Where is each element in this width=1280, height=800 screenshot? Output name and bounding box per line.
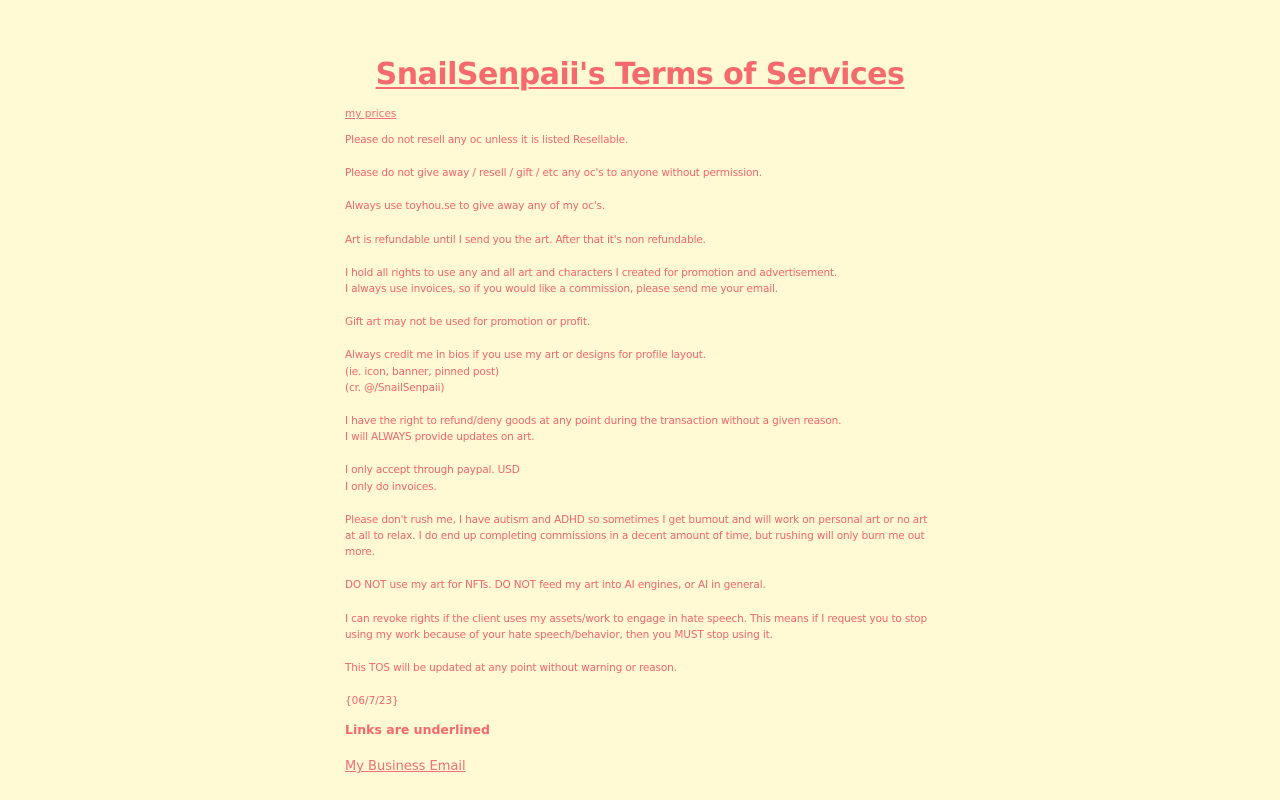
- rule-line: Always use toyhou.se to give away any of my oc's.: [345, 200, 606, 213]
- rule-line: This TOS will be updated at any point without warning or reason.: [345, 662, 677, 675]
- rule-item: [345, 462, 935, 494]
- rule-item: [345, 232, 935, 248]
- rule-line: DO NOT use my art for NFTs. DO NOT feed my art into AI engines, or AI in general.: [345, 579, 766, 592]
- rule-item: [345, 413, 935, 445]
- rule-item: [345, 165, 935, 181]
- rule-item: [345, 314, 935, 330]
- page-title: [345, 56, 935, 94]
- links-legend: Links are underlined: [345, 722, 490, 738]
- rule-line: I always use invoices, so if you would like a commission, please send me your email.: [345, 283, 778, 296]
- rule-line: Always credit me in bios if you use my art or designs for profile layout.: [345, 349, 706, 362]
- rule-line: (cr. @/SnailSenpaii): [345, 381, 445, 394]
- rule-line: I will ALWAYS provide updates on art.: [345, 431, 535, 444]
- rule-item: [345, 512, 935, 561]
- rule-item: [345, 611, 935, 643]
- rule-line: I hold all rights to use any and all art and characters I created for promotion and advertisement.: [345, 266, 838, 279]
- rule-line: I only accept through paypal. USD: [345, 464, 520, 477]
- rule-line: Please do not give away / resell / gift / etc any oc's to anyone without permission.: [345, 167, 762, 180]
- rule-item: [345, 198, 935, 214]
- business-email-link[interactable]: My Business Email: [345, 759, 466, 775]
- rule-line: Gift art may not be used for promotion or profit.: [345, 316, 591, 329]
- rule-line: Please do not resell any oc unless it is listed Resellable.: [345, 134, 629, 146]
- page-title-text: SnailSenpaii's Terms of Services: [375, 57, 905, 92]
- rule-item: [345, 132, 935, 148]
- rule-item: [345, 660, 935, 676]
- my-prices-link[interactable]: my prices: [345, 108, 397, 120]
- rule-item: [345, 577, 935, 593]
- rule-line: Please don't rush me, I have autism and ADHD so sometimes I get burnout and will work on personal art or no art at all to relax. I do end up completing commissions in a decent amount of time, but rushing will only burn me out more.: [345, 513, 928, 559]
- tos-content: [345, 56, 935, 776]
- rule-item: [345, 265, 935, 297]
- rules-list: [345, 132, 935, 676]
- rule-line: I only do invoices.: [345, 480, 437, 493]
- rule-line: I can revoke rights if the client uses my assets/work to engage in hate speech. This means if I request you to stop using my work because of your hate speech/behavior, then you MUST stop using it.: [345, 612, 927, 641]
- rule-line: Art is refundable until I send you the art. After that it's non refundable.: [345, 233, 706, 246]
- rule-item: [345, 347, 935, 396]
- rule-line: I have the right to refund/deny goods at any point during the transaction without a given reason.: [345, 415, 842, 428]
- rule-line: (ie. icon, banner, pinned post): [345, 365, 499, 378]
- last-updated-date: {06/7/23}: [345, 695, 399, 708]
